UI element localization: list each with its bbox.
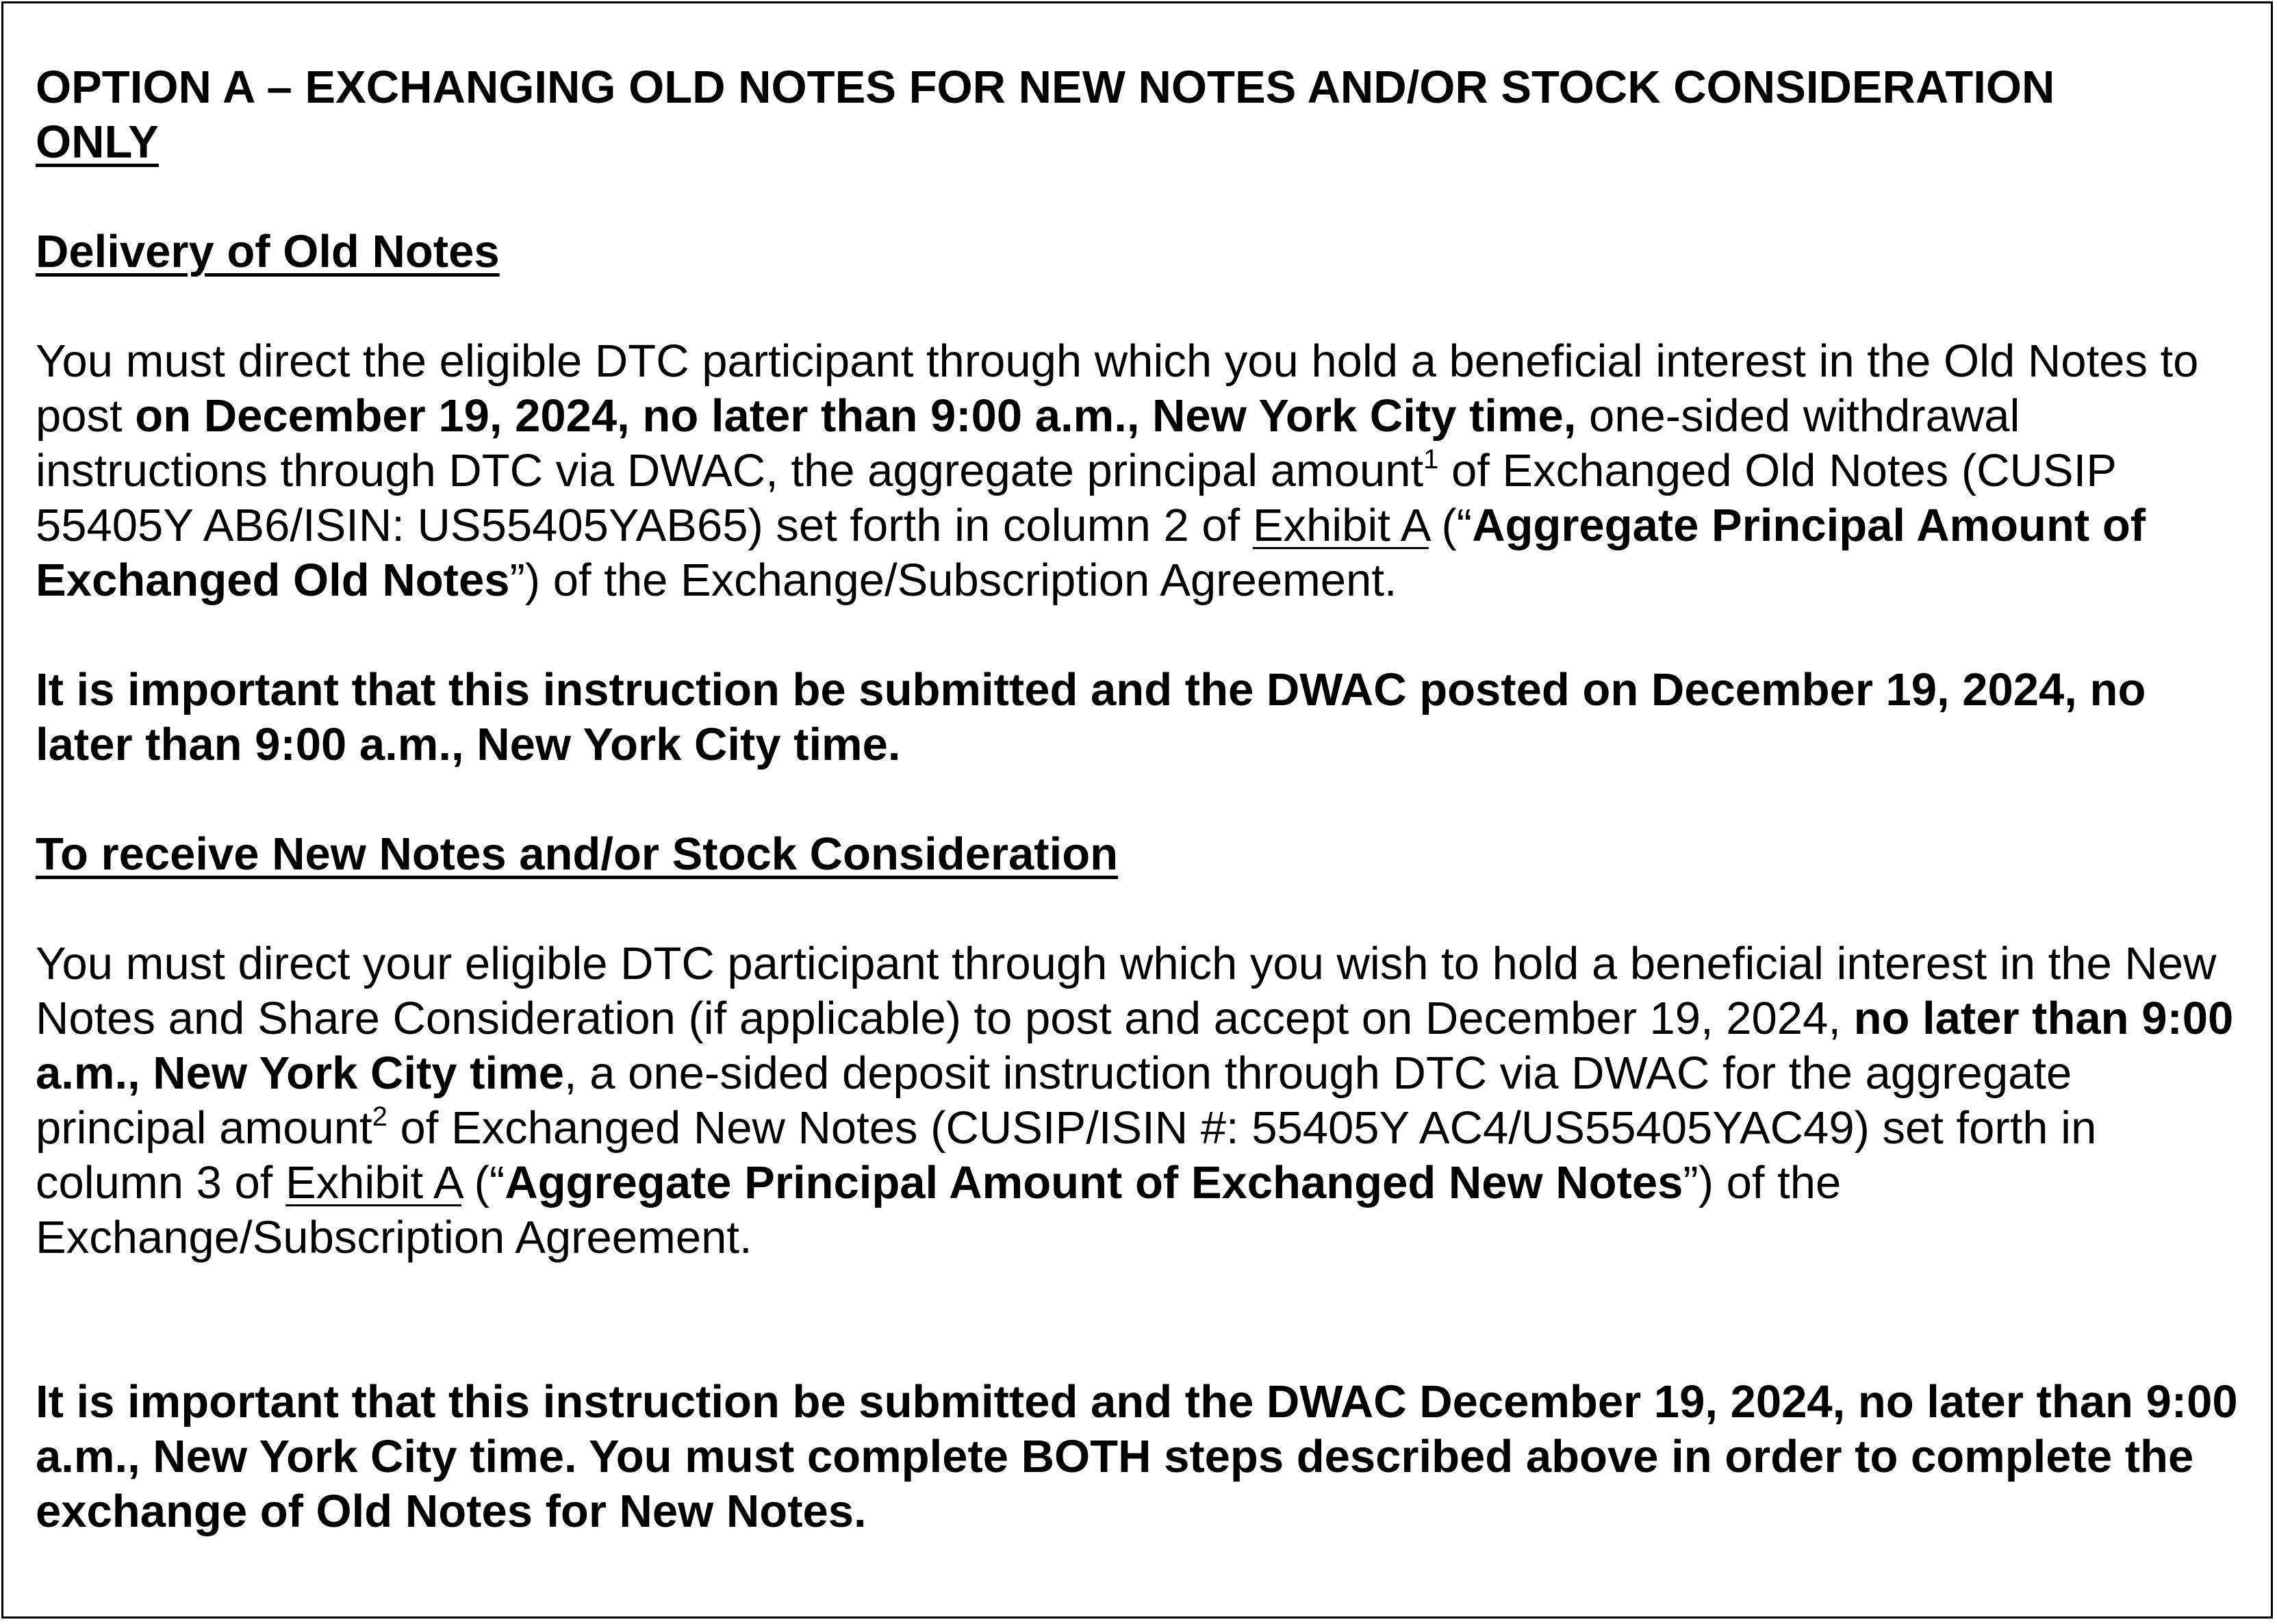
important-notice-1: It is important that this instruction be submitted and the DWAC posted on December 19, 2024, no later than 9:00 a.m., New York City time. [36, 664, 2146, 770]
section-heading-receive [36, 827, 2247, 882]
delivery-paragraph [36, 334, 2247, 608]
text-run: of Exchanged New Notes (CUSIP/ISIN #: 55405Y AC4/US55405YAC49) set forth in column 3 of [36, 1102, 2097, 1208]
option-title [36, 60, 2247, 170]
text-run: You must direct the eligible DTC participant through which you hold a beneficial interest in the Old Notes to post [36, 335, 2199, 442]
defined-term-old-notes: Aggregate Principal Amount of Exchanged Old Notes [36, 500, 2146, 606]
bold-deadline: no later than 9:00 a.m., New York City time [36, 993, 2234, 1099]
text-run: ”) of the Exchange/Subscription Agreement. [36, 1157, 1842, 1263]
defined-term-new-notes: Aggregate Principal Amount of Exchanged New Notes [505, 1157, 1683, 1208]
bold-deadline: on December 19, 2024, no later than 9:00 a.m., New York City time, [135, 390, 1577, 442]
option-title-line2: ONLY [36, 116, 159, 168]
text-run: of Exchanged Old Notes (CUSIP 55405Y AB6/ISIN: US55405YAB65) set forth in column 2 of [36, 445, 2116, 551]
text-run: You must direct your eligible DTC participant through which you wish to hold a beneficial interest in the New Notes and Share Consideration (if applicable) to post and accept on December 19, 2024, [36, 938, 2217, 1044]
exhibit-a-link[interactable]: Exhibit A [1252, 500, 1429, 551]
option-title-line1: OPTION A – EXCHANGING OLD NOTES FOR NEW NOTES AND/OR STOCK CONSIDERATION [36, 62, 2055, 113]
text-run: one-sided withdrawal instructions through DTC via DWAC, the aggregate principal amount [36, 390, 2020, 496]
section-heading-delivery-text: Delivery of Old Notes [36, 226, 500, 277]
footnote-ref-2: 2 [372, 1102, 387, 1132]
text-run: (“ [1428, 500, 1473, 551]
receive-paragraph [36, 937, 2247, 1265]
exhibit-a-link[interactable]: Exhibit A [285, 1157, 461, 1208]
text-run: ”) of the Exchange/Subscription Agreement. [509, 555, 1397, 606]
footnote-ref-1: 1 [1423, 444, 1439, 474]
text-run: (“ [461, 1157, 505, 1208]
text-run: , a one-sided deposit instruction through DTC via DWAC for the aggregate principal amount [36, 1048, 2072, 1154]
important-notice-2: It is important that this instruction be submitted and the DWAC December 19, 2024, no later than 9:00 a.m., New York City time. You must complete BOTH steps described above in order to complete the exchange of Old Notes for New Notes. [36, 1376, 2238, 1537]
section-heading-receive-text: To receive New Notes and/or Stock Consideration [36, 828, 1119, 880]
section-heading-delivery [36, 225, 2247, 279]
document-body [36, 60, 2247, 1539]
